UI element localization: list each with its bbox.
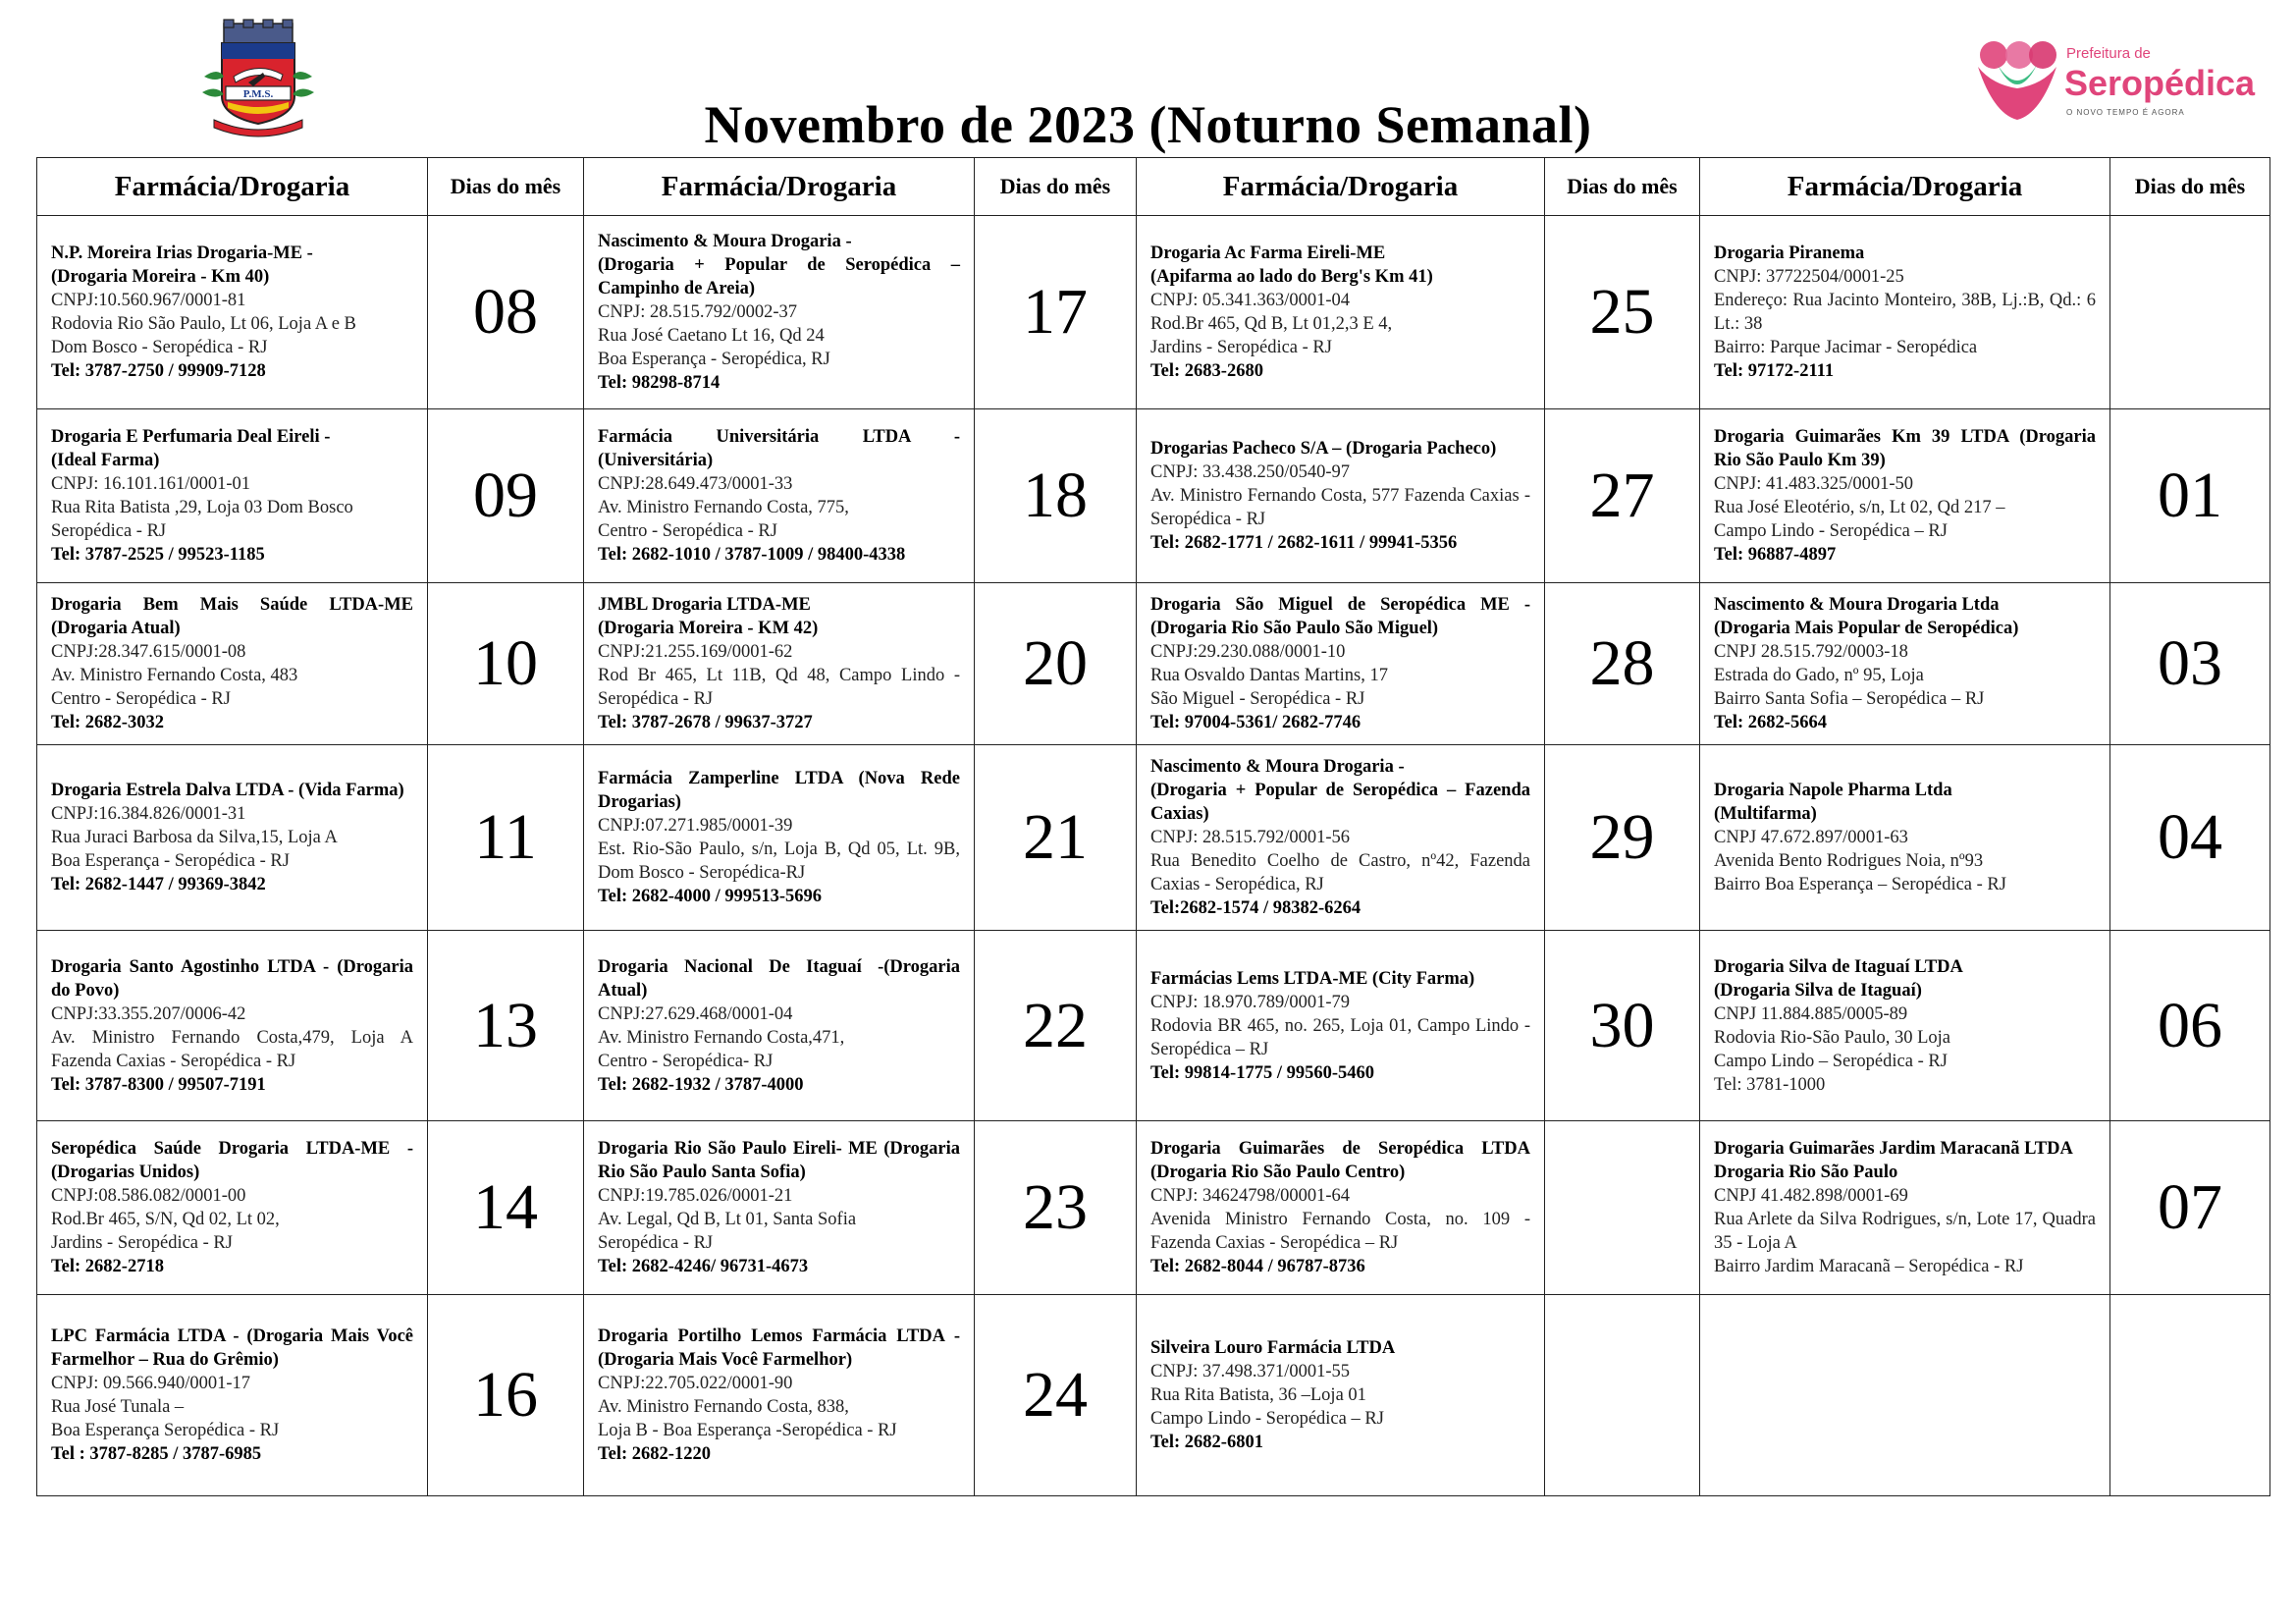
pharmacy-info-line: Tel: 3781-1000	[1714, 1074, 1826, 1095]
pharmacy-name-line: Tel: 99814-1775 / 99560-5460	[1150, 1062, 1374, 1083]
pharmacy-info-line: São Miguel - Seropédica - RJ	[1150, 689, 1365, 709]
pharmacy-info-line: CNPJ: 33.438.250/0540-97	[1150, 462, 1351, 482]
prefeitura-name: Seropédica	[2064, 63, 2256, 103]
pharmacy-info-line: Bairro: Parque Jacimar - Seropédica	[1714, 338, 1978, 357]
pharmacy-info-line: CNPJ 41.482.898/0001-69	[1714, 1186, 1908, 1206]
pharmacy-info-line: Avenida Ministro Fernando Costa, no. 109 - Fazenda Caxias - Seropédica – RJ	[1150, 1210, 1530, 1253]
day-of-month: 13	[428, 931, 584, 1121]
day-of-month: 06	[2110, 931, 2270, 1121]
table-row	[37, 1121, 2270, 1295]
pharmacy-name-line: Tel: 97004-5361/ 2682-7746	[1150, 713, 1362, 732]
column-header-days: Dias do mês	[1545, 158, 1700, 216]
pharmacy-info-line: CNPJ:19.785.026/0001-21	[598, 1186, 793, 1206]
pharmacy-name-line: Tel: 97172-2111	[1714, 361, 1835, 381]
pharmacy-info-line: CNPJ:29.230.088/0001-10	[1150, 642, 1346, 662]
pharmacy-name-line: Drogaria Guimarães de Seropédica LTDA (Drogaria Rio São Paulo Centro)	[1150, 1139, 1530, 1182]
pharmacy-info-line: Campo Lindo - Seropédica – RJ	[1714, 521, 1948, 541]
pharmacy-info-line: Centro - Seropédica - RJ	[51, 689, 231, 709]
pharmacy-name-line: (Drogaria Silva de Itaguaí)	[1714, 980, 1922, 1001]
day-of-month	[1545, 1295, 1700, 1496]
pharmacy-info-line: CNPJ 47.672.897/0001-63	[1714, 828, 1908, 847]
pharmacy-name-line: Farmácia Zamperline LTDA (Nova Rede Drogarias)	[598, 769, 960, 812]
pharmacy-info-line: Rua Osvaldo Dantas Martins, 17	[1150, 666, 1389, 685]
pharmacy-info-line: CNPJ:28.347.615/0001-08	[51, 642, 246, 662]
pharmacy-info-line: CNPJ: 28.515.792/0001-56	[1150, 828, 1351, 847]
day-of-month: 04	[2110, 745, 2270, 931]
pharmacy-info-line: Boa Esperança Seropédica - RJ	[51, 1421, 280, 1440]
column-header-pharmacy: Farmácia/Drogaria	[37, 158, 428, 216]
pharmacy-name-line: Tel: 2682-3032	[51, 713, 164, 732]
pharmacy-name-line: Farmácias Lems LTDA-ME (City Farma)	[1150, 968, 1475, 989]
pharmacy-cell	[37, 931, 428, 1121]
pharmacy-info-line: CNPJ: 37.498.371/0001-55	[1150, 1362, 1351, 1381]
table-row	[37, 931, 2270, 1121]
pharmacy-cell	[1137, 1295, 1545, 1496]
pharmacy-name-line: (Drogaria Mais Popular de Seropédica)	[1714, 619, 2019, 638]
pharmacy-info-line: CNPJ:16.384.826/0001-31	[51, 804, 246, 824]
pharmacy-info-line: Bairro Santa Sofia – Seropédica – RJ	[1714, 689, 1985, 709]
pharmacy-name-line: Silveira Louro Farmácia LTDA	[1150, 1338, 1396, 1358]
pharmacy-info-line: Av. Ministro Fernando Costa, 483	[51, 666, 298, 685]
pharmacy-info-line: CNPJ:22.705.022/0001-90	[598, 1374, 793, 1393]
pharmacy-cell	[37, 1295, 428, 1496]
pharmacy-info-line: Centro - Seropédica - RJ	[598, 521, 777, 541]
day-of-month: 24	[975, 1295, 1137, 1496]
pharmacy-info-line: Rua José Eleotério, s/n, Lt 02, Qd 217 –	[1714, 498, 2005, 517]
pharmacy-info-line: Seropédica - RJ	[51, 521, 167, 541]
pharmacy-name-line: Drogaria Guimarães Jardim Maracanã LTDA	[1714, 1139, 2073, 1159]
pharmacy-info-line: CNPJ: 41.483.325/0001-50	[1714, 474, 1914, 494]
pharmacy-info-line: Bairro Boa Esperança – Seropédica - RJ	[1714, 875, 2006, 894]
pharmacy-name-line: Tel: 3787-2525 / 99523-1185	[51, 545, 265, 565]
pharmacy-name-line: Drogaria Rio São Paulo	[1714, 1163, 1898, 1182]
pharmacy-cell	[1700, 583, 2110, 745]
pharmacy-name-line: Tel: 2683-2680	[1150, 361, 1263, 381]
pharmacy-name-line: Seropédica Saúde Drogaria LTDA-ME - (Drogarias Unidos)	[51, 1139, 413, 1182]
pharmacy-cell	[1137, 931, 1545, 1121]
column-header-days: Dias do mês	[975, 158, 1137, 216]
pharmacy-name-line: Drogaria Piranema	[1714, 244, 1865, 263]
pharmacy-name-line: Tel: 2682-1220	[598, 1444, 711, 1464]
pharmacy-name-line: Tel: 2682-6801	[1150, 1433, 1263, 1452]
page-title: Novembro de 2023 (Noturno Semanal)	[704, 95, 1592, 154]
pharmacy-name-line: Drogaria Ac Farma Eireli-ME	[1150, 244, 1386, 263]
pharmacy-name-line: Tel: 3787-2750 / 99909-7128	[51, 361, 266, 381]
pharmacy-info-line: Rua Arlete da Silva Rodrigues, s/n, Lote 17, Quadra 35 - Loja A	[1714, 1210, 2096, 1253]
pharmacy-info-line: Rua Benedito Coelho de Castro, nº42, Fazenda Caxias - Seropédica, RJ	[1150, 851, 1530, 894]
prefeitura-prefix: Prefeitura de	[2066, 45, 2151, 62]
pharmacy-info-line: Rua Rita Batista ,29, Loja 03 Dom Bosco	[51, 498, 353, 517]
pharmacy-name-line: Drogaria Estrela Dalva LTDA - (Vida Farma)	[51, 781, 404, 800]
pharmacy-name-line: Tel: 3787-2678 / 99637-3727	[598, 713, 813, 732]
pharmacy-cell	[584, 1121, 975, 1295]
pharmacy-info-line: CNPJ: 37722504/0001-25	[1714, 267, 1904, 287]
pharmacy-info-line: Rod.Br 465, S/N, Qd 02, Lt 02,	[51, 1210, 280, 1229]
table-row	[37, 409, 2270, 583]
day-of-month: 27	[1545, 409, 1700, 583]
table-row	[37, 583, 2270, 745]
pharmacy-info-line: CNPJ:33.355.207/0006-42	[51, 1003, 246, 1024]
pharmacy-cell	[37, 216, 428, 409]
pharmacy-name-line: N.P. Moreira Irias Drogaria-ME -	[51, 244, 313, 263]
pharmacy-name-line: Tel: 2682-4246/ 96731-4673	[598, 1257, 809, 1276]
pharmacy-cell	[1137, 1121, 1545, 1295]
pharmacy-name-line: Tel: 2682-5664	[1714, 713, 1827, 732]
pharmacy-name-line: Nascimento & Moura Drogaria -	[598, 232, 852, 251]
pharmacy-name-line: JMBL Drogaria LTDA-ME	[598, 595, 811, 615]
pharmacy-name-line: (Apifarma ao lado do Berg's Km 41)	[1150, 267, 1433, 287]
pharmacy-name-line: Tel: 2682-1447 / 99369-3842	[51, 875, 266, 894]
pharmacy-info-line: Rua Rita Batista, 36 –Loja 01	[1150, 1385, 1366, 1405]
pharmacy-name-line: (Drogaria Moreira - KM 42)	[598, 619, 819, 638]
day-of-month: 21	[975, 745, 1137, 931]
pharmacy-info-line: Jardins - Seropédica - RJ	[1150, 338, 1332, 357]
pharmacy-name-line: Farmácia Universitária LTDA - (Universitária)	[598, 427, 960, 470]
pharmacy-info-line: CNPJ: 16.101.161/0001-01	[51, 474, 251, 494]
day-of-month: 09	[428, 409, 584, 583]
pharmacy-info-line: CNPJ: 18.970.789/0001-79	[1150, 992, 1351, 1012]
pharmacy-name-line: Drogaria Nacional De Itaguaí -(Drogaria Atual)	[598, 956, 960, 1001]
pharmacy-cell	[584, 216, 975, 409]
pharmacy-info-line: Campo Lindo – Seropédica - RJ	[1714, 1051, 1948, 1071]
table-row	[37, 745, 2270, 931]
pharmacy-schedule-table	[36, 157, 2270, 1496]
header-row	[37, 158, 2270, 216]
day-of-month: 22	[975, 931, 1137, 1121]
pharmacy-info-line: Boa Esperança - Seropédica - RJ	[51, 851, 290, 871]
pharmacy-info-line: Seropédica - RJ	[598, 1233, 714, 1253]
pharmacy-info-line: CNPJ:10.560.967/0001-81	[51, 291, 246, 310]
crown-icon	[224, 20, 293, 43]
pharmacy-info-line: CNPJ:07.271.985/0001-39	[598, 816, 793, 836]
pharmacy-info-line: Av. Ministro Fernando Costa,479, Loja A Fazenda Caxias - Seropédica - RJ	[51, 1027, 413, 1071]
pharmacy-name-line: Drogaria Rio São Paulo Eireli- ME (Drogaria Rio São Paulo Santa Sofia)	[598, 1139, 960, 1182]
pharmacy-cell	[1700, 1121, 2110, 1295]
pharmacy-info-line: Av. Ministro Fernando Costa, 838,	[598, 1397, 849, 1417]
pharmacy-info-line: Avenida Bento Rodrigues Noia, nº93	[1714, 851, 1984, 871]
day-of-month: 14	[428, 1121, 584, 1295]
pharmacy-name-line: Tel: 2682-1771 / 2682-1611 / 99941-5356	[1150, 533, 1458, 553]
day-of-month: 08	[428, 216, 584, 409]
pharmacy-cell	[1700, 216, 2110, 409]
pharmacy-cell	[1700, 931, 2110, 1121]
pharmacy-cell	[37, 583, 428, 745]
crest-label: P.M.S.	[242, 88, 274, 100]
day-of-month: 11	[428, 745, 584, 931]
pharmacy-info-line: Rod.Br 465, Qd B, Lt 01,2,3 E 4,	[1150, 314, 1393, 334]
day-of-month: 17	[975, 216, 1137, 409]
pharmacy-info-line: Rod Br 465, Lt 11B, Qd 48, Campo Lindo - Seropédica - RJ	[598, 666, 960, 709]
pharmacy-info-line: CNPJ: 09.566.940/0001-17	[51, 1374, 251, 1393]
pharmacy-name-line: Tel: 96887-4897	[1714, 545, 1837, 565]
pharmacy-cell	[37, 409, 428, 583]
day-of-month: 30	[1545, 931, 1700, 1121]
pharmacy-name-line: Nascimento & Moura Drogaria Ltda	[1714, 595, 2000, 615]
pharmacy-info-line: Loja B - Boa Esperança -Seropédica - RJ	[598, 1421, 897, 1440]
pharmacy-cell	[1137, 583, 1545, 745]
pharmacy-info-line: Rua José Caetano Lt 16, Qd 24	[598, 326, 825, 346]
column-header-pharmacy: Farmácia/Drogaria	[1137, 158, 1545, 216]
pharmacy-info-line: CNPJ:08.586.082/0001-00	[51, 1186, 246, 1206]
day-of-month	[1545, 1121, 1700, 1295]
pharmacy-name-line: Drogarias Pacheco S/A – (Drogaria Pacheco)	[1150, 439, 1497, 459]
pharmacy-name-line: Tel: 2682-2718	[51, 1257, 164, 1276]
pharmacy-name-line: Drogaria Santo Agostinho LTDA - (Drogaria do Povo)	[51, 956, 413, 1001]
pharmacy-info-line: Av. Legal, Qd B, Lt 01, Santa Sofia	[598, 1210, 857, 1229]
day-of-month: 29	[1545, 745, 1700, 931]
prefeitura-slogan: O NOVO TEMPO É AGORA	[2066, 108, 2185, 117]
day-of-month: 20	[975, 583, 1137, 745]
pharmacy-info-line: CNPJ: 28.515.792/0002-37	[598, 302, 798, 322]
pharmacy-name-line: Drogaria Napole Pharma Ltda	[1714, 781, 1952, 800]
pharmacy-info-line: CNPJ: 34624798/00001-64	[1150, 1186, 1351, 1206]
pharmacy-info-line: Dom Bosco - Seropédica - RJ	[51, 338, 268, 357]
column-header-pharmacy: Farmácia/Drogaria	[584, 158, 975, 216]
pharmacy-info-line: Campo Lindo - Seropédica – RJ	[1150, 1409, 1384, 1429]
pharmacy-info-line: Av. Ministro Fernando Costa, 577 Fazenda Caxias - Seropédica - RJ	[1150, 486, 1530, 529]
pharmacy-name-line: LPC Farmácia LTDA - (Drogaria Mais Você Farmelhor – Rua do Grêmio)	[51, 1326, 413, 1370]
pharmacy-name-line: Drogaria São Miguel de Seropédica ME - (Drogaria Rio São Paulo São Miguel)	[1150, 595, 1530, 638]
pharmacy-cell	[584, 745, 975, 931]
pharmacy-info-line: Rodovia Rio-São Paulo, 30 Loja	[1714, 1027, 1950, 1048]
day-of-month	[2110, 1295, 2270, 1496]
pharmacy-cell	[584, 1295, 975, 1496]
pharmacy-name-line: Tel: 2682-4000 / 999513-5696	[598, 887, 822, 906]
pharmacy-info-line: Est. Rio-São Paulo, s/n, Loja B, Qd 05, Lt. 9B, Dom Bosco - Seropédica-RJ	[598, 839, 960, 883]
day-of-month: 07	[2110, 1121, 2270, 1295]
pharmacy-info-line: Centro - Seropédica- RJ	[598, 1051, 774, 1071]
pharmacy-cell	[1137, 216, 1545, 409]
pharmacy-name-line: (Multifarma)	[1714, 804, 1817, 824]
pharmacy-name-line: Drogaria Guimarães Km 39 LTDA (Drogaria Rio São Paulo Km 39)	[1714, 427, 2096, 470]
pharmacy-info-line: CNPJ 28.515.792/0003-18	[1714, 642, 1908, 662]
pharmacy-cell	[584, 583, 975, 745]
day-of-month: 10	[428, 583, 584, 745]
pharmacy-info-line: Rodovia BR 465, no. 265, Loja 01, Campo Lindo - Seropédica – RJ	[1150, 1015, 1530, 1059]
pharmacy-info-line: Rua Juraci Barbosa da Silva,15, Loja A	[51, 828, 338, 847]
pharmacy-name-line: (Ideal Farma)	[51, 451, 160, 470]
pharmacy-info-line: Jardins - Seropédica - RJ	[51, 1233, 233, 1253]
pharmacy-cell	[1700, 745, 2110, 931]
table-row	[37, 1295, 2270, 1496]
pharmacy-info-line: CNPJ: 05.341.363/0001-04	[1150, 291, 1351, 310]
pharmacy-name-line: (Drogaria Moreira - Km 40)	[51, 267, 270, 287]
pharmacy-cell	[1137, 745, 1545, 931]
pharmacy-name-line: Tel: 2682-1932 / 3787-4000	[598, 1074, 804, 1095]
day-of-month: 01	[2110, 409, 2270, 583]
pharmacy-name-line: Tel: 3787-8300 / 99507-7191	[51, 1074, 266, 1095]
pharmacy-info-line: Endereço: Rua Jacinto Monteiro, 38B, Lj.:B, Qd.: 6 Lt.: 38	[1714, 291, 2096, 334]
pharmacy-info-line: Rodovia Rio São Paulo, Lt 06, Loja A e B	[51, 314, 356, 334]
pharmacy-info-line: Av. Ministro Fernando Costa, 775,	[598, 498, 849, 517]
pharmacy-info-line: CNPJ:28.649.473/0001-33	[598, 474, 793, 494]
pharmacy-name-line: (Drogaria + Popular de Seropédica – Fazenda Caxias)	[1150, 781, 1530, 824]
pharmacy-name-line: Tel: 98298-8714	[598, 373, 721, 393]
pharmacy-name-line: Drogaria Silva de Itaguaí LTDA	[1714, 956, 1963, 977]
column-header-pharmacy: Farmácia/Drogaria	[1700, 158, 2110, 216]
pharmacy-name-line: Drogaria E Perfumaria Deal Eireli -	[51, 427, 331, 447]
pharmacy-info-line: CNPJ:21.255.169/0001-62	[598, 642, 793, 662]
pharmacy-cell	[1700, 1295, 2110, 1496]
day-of-month: 16	[428, 1295, 584, 1496]
pharmacy-cell	[37, 1121, 428, 1295]
pharmacy-name-line: Tel: 2682-1010 / 3787-1009 / 98400-4338	[598, 545, 906, 565]
pharmacy-info-line: Rua José Tunala –	[51, 1397, 185, 1417]
pharmacy-name-line: (Drogaria + Popular de Seropédica – Campinho de Areia)	[598, 255, 960, 298]
pharmacy-name-line: Nascimento & Moura Drogaria -	[1150, 757, 1405, 777]
column-header-days: Dias do mês	[2110, 158, 2270, 216]
pharmacy-cell	[584, 409, 975, 583]
pharmacy-cell	[37, 745, 428, 931]
day-of-month: 25	[1545, 216, 1700, 409]
table-row	[37, 216, 2270, 409]
pharmacy-name-line: Tel: 2682-8044 / 96787-8736	[1150, 1257, 1365, 1276]
day-of-month: 03	[2110, 583, 2270, 745]
pharmacy-name-line: Tel : 3787-8285 / 3787-6985	[51, 1444, 262, 1464]
pharmacy-cell	[1700, 409, 2110, 583]
pharmacy-info-line: Boa Esperança - Seropédica, RJ	[598, 350, 830, 369]
pharmacy-cell	[1137, 409, 1545, 583]
day-of-month: 23	[975, 1121, 1137, 1295]
day-of-month	[2110, 216, 2270, 409]
pharmacy-info-line: CNPJ:27.629.468/0001-04	[598, 1003, 793, 1024]
pharmacy-info-line: Av. Ministro Fernando Costa,471,	[598, 1027, 845, 1048]
day-of-month: 18	[975, 409, 1137, 583]
day-of-month: 28	[1545, 583, 1700, 745]
pharmacy-name-line: Drogaria Portilho Lemos Farmácia LTDA - (Drogaria Mais Você Farmelhor)	[598, 1326, 960, 1370]
column-header-days: Dias do mês	[428, 158, 584, 216]
pharmacy-info-line: CNPJ 11.884.885/0005-89	[1714, 1003, 1908, 1024]
pharmacy-cell	[584, 931, 975, 1121]
pharmacy-name-line: Tel:2682-1574 / 98382-6264	[1150, 898, 1362, 918]
pharmacy-info-line: Estrada do Gado, nº 95, Loja	[1714, 666, 1924, 685]
pharmacy-name-line: Drogaria Bem Mais Saúde LTDA-ME (Drogaria Atual)	[51, 595, 413, 638]
pharmacy-info-line: Bairro Jardim Maracanã – Seropédica - RJ	[1714, 1257, 2024, 1276]
